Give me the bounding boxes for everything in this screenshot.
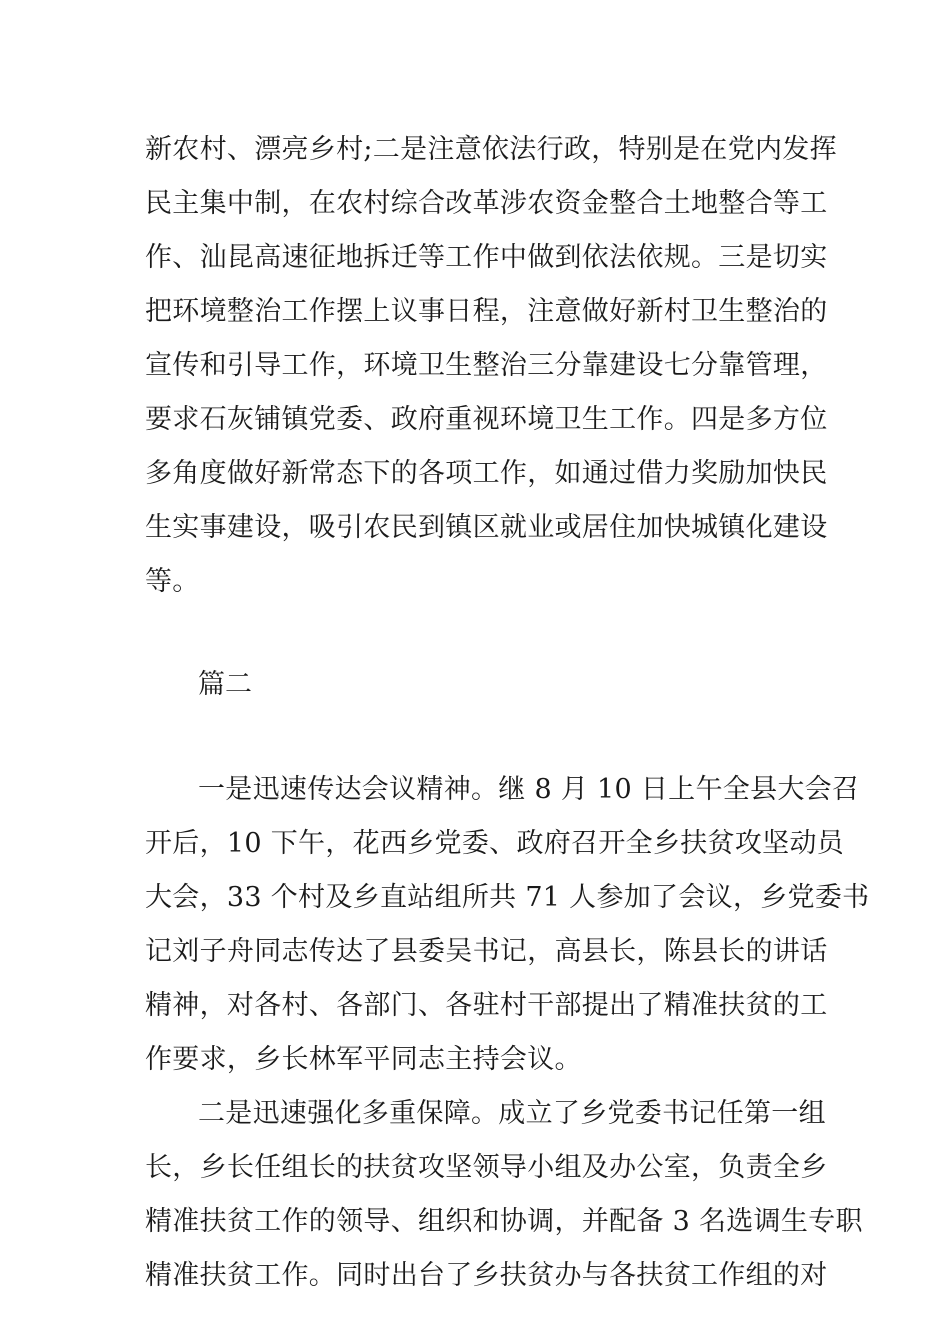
paragraph-line: 精准扶贫工作。同时出台了乡扶贫办与各扶贫工作组的对 (145, 1260, 828, 1291)
paragraph-line: 大会，33 个村及乡直站组所共 71 人参加了会议，乡党委书 (145, 882, 870, 913)
paragraph-line: 多角度做好新常态下的各项工作，如通过借力奖励加快民 (145, 458, 828, 489)
paragraph-line: 等。 (145, 566, 200, 597)
paragraph-line: 作、汕昆高速征地拆迁等工作中做到依法依规。三是切实 (145, 242, 828, 273)
paragraph-line: 一是迅速传达会议精神。继 8 月 10 日上午全县大会召 (198, 774, 860, 805)
paragraph-line: 民主集中制，在农村综合改革涉农资金整合土地整合等工 (145, 188, 828, 219)
paragraph-line: 作要求，乡长林军平同志主持会议。 (145, 1044, 582, 1075)
paragraph-line: 精准扶贫工作的领导、组织和协调，并配备 3 名选调生专职 (145, 1206, 863, 1237)
paragraph-line: 把环境整治工作摆上议事日程，注意做好新村卫生整治的 (145, 296, 828, 327)
paragraph-line: 记刘子舟同志传达了县委吴书记，高县长，陈县长的讲话 (145, 936, 828, 967)
paragraph-line: 宣传和引导工作，环境卫生整治三分靠建设七分靠管理， (145, 350, 828, 381)
paragraph-line: 二是迅速强化多重保障。成立了乡党委书记任第一组 (198, 1098, 826, 1129)
paragraph-line: 开后，10 下午，花西乡党委、政府召开全乡扶贫攻坚动员 (145, 828, 845, 859)
paragraph-line: 要求石灰铺镇党委、政府重视环境卫生工作。四是多方位 (145, 404, 828, 435)
paragraph-line: 长，乡长任组长的扶贫攻坚领导小组及办公室，负责全乡 (145, 1152, 828, 1183)
paragraph-line: 新农村、漂亮乡村;二是注意依法行政，特别是在党内发挥 (145, 134, 837, 165)
section-heading: 篇二 (198, 669, 252, 700)
paragraph-line: 精神，对各村、各部门、各驻村干部提出了精准扶贫的工 (145, 990, 828, 1021)
paragraph-line: 生实事建设，吸引农民到镇区就业或居住加快城镇化建设 (145, 512, 828, 543)
